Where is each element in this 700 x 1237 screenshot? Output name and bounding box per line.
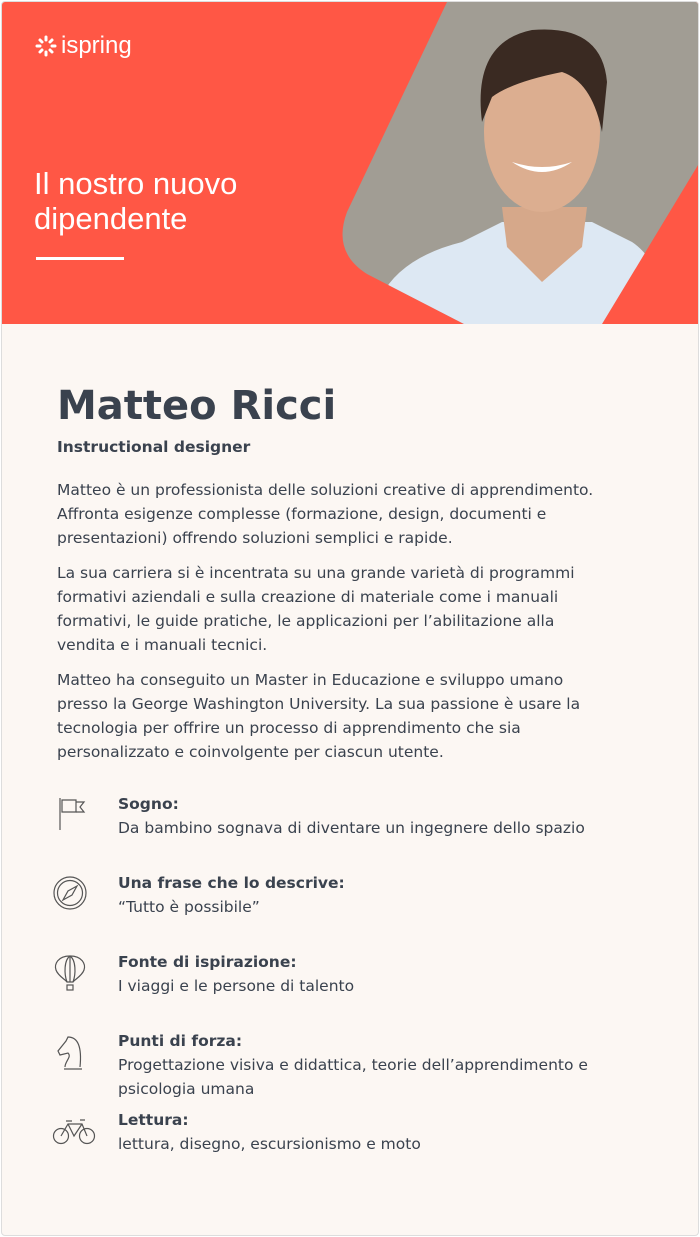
fact-title: Lettura: — [118, 1111, 189, 1129]
hero-title-line2: dipendente — [34, 201, 188, 236]
employee-name: Matteo Ricci — [57, 383, 337, 429]
fact-text: lettura, disegno, escursionismo e moto — [118, 1135, 421, 1153]
bio-paragraph: Matteo è un professionista delle soluzioni creative di apprendimento. Affronta esigenze complesse (formazione, design, documenti e presentazioni) offrendo soluzioni semplici e rapide. — [57, 481, 594, 547]
profile-body — [57, 380, 617, 775]
chess-knight-icon — [52, 1033, 88, 1073]
divider — [36, 257, 124, 260]
profile-card — [1, 1, 699, 1236]
employee-role: Instructional designer — [57, 438, 251, 456]
brand-name: ispring — [61, 32, 132, 59]
fact-hobbies — [52, 1108, 652, 1187]
facts-list — [52, 792, 652, 1187]
fact-inspiration — [52, 950, 652, 1029]
hero-title — [34, 166, 237, 236]
ispring-logo-icon — [35, 35, 57, 57]
fact-title: Fonte di ispirazione: — [118, 953, 297, 971]
fact-text: I viaggi e le persone di talento — [118, 977, 355, 995]
bicycle-icon — [52, 1112, 96, 1148]
flag-icon — [52, 796, 88, 832]
bio-paragraph: La sua carriera si è incentrata su una grande varietà di programmi formativi aziendali e sulla creazione di materiale come i manuali formativi, le guide pratiche, le applicazioni per l’abilitazione alla vendita e i manuali tecnici. — [57, 564, 575, 654]
fact-motto — [52, 871, 652, 950]
fact-dream — [52, 792, 652, 871]
hot-air-balloon-icon — [52, 954, 88, 994]
hero-title-line1: Il nostro nuovo — [34, 166, 238, 201]
fact-text: “Tutto è possibile” — [118, 898, 260, 916]
fact-title: Una frase che lo descrive: — [118, 874, 345, 892]
fact-title: Sogno: — [118, 795, 179, 813]
hero-banner — [2, 2, 699, 324]
fact-title: Punti di forza: — [118, 1032, 243, 1050]
compass-icon — [52, 875, 88, 911]
ispring-logo — [35, 32, 132, 60]
fact-text: Progettazione visiva e didattica, teorie dell’apprendimento e psicologia umana — [118, 1056, 588, 1098]
fact-text: Da bambino sognava di diventare un ingegnere dello spazio — [118, 819, 585, 837]
bio-paragraph: Matteo ha conseguito un Master in Educazione e sviluppo umano presso la George Washington University. La sua passione è usare la tecnologia per offrire un processo di apprendimento che sia personalizzato e coinvolgente per ciascun utente. — [57, 671, 581, 761]
fact-strengths — [52, 1029, 652, 1108]
